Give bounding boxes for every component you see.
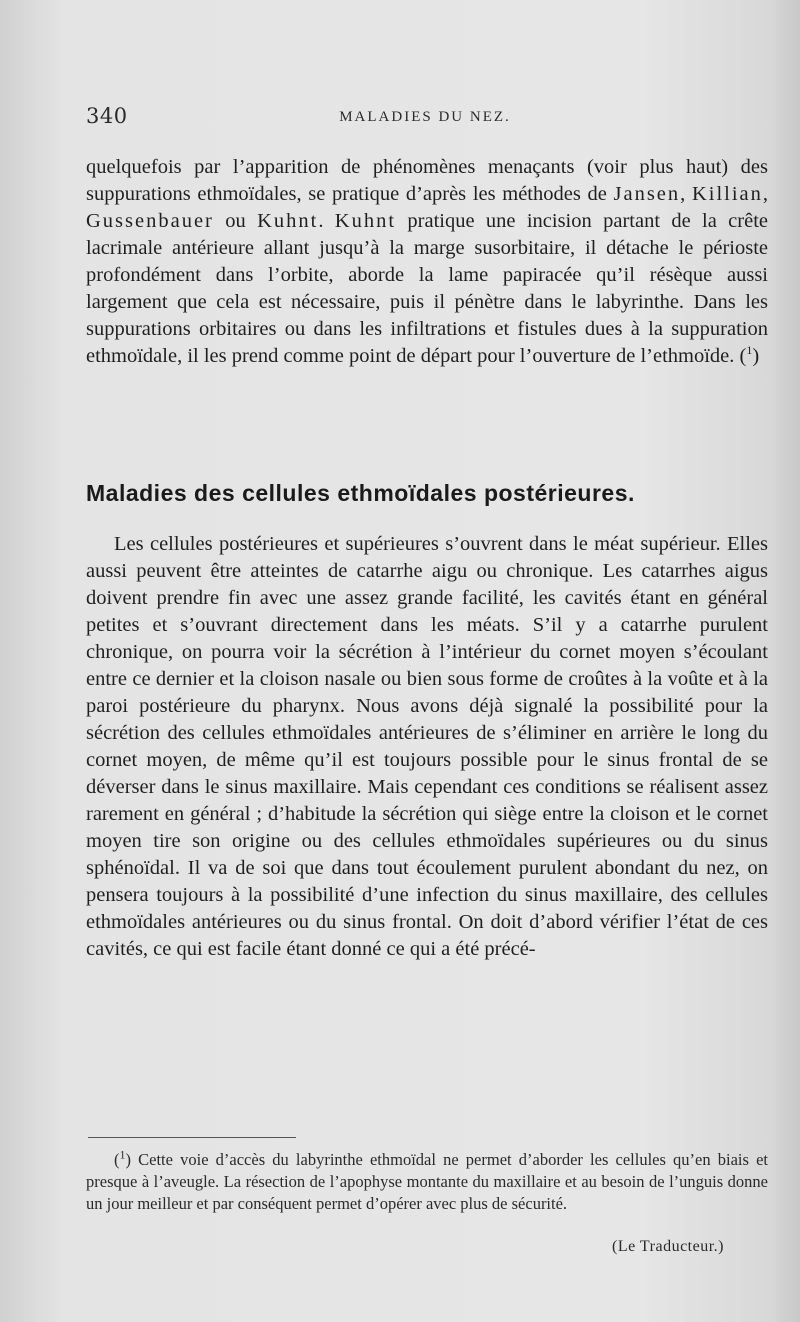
separator: , <box>680 183 692 205</box>
paragraph-1-text-continued: pratique une incision partant de la crête lacrimale antérieure allant jusqu’à la marge susorbitaire, il détache le périoste profondément dans l’orbite, aborde la lame papiracée qu’il résèque aussi largement que cela est nécessaire, puis il pénètre dans le labyrinthe. Dans les suppurations orbitaires ou dans les infiltrations et fistules dues à la suppuration ethmoïdale, il les prend comme point de départ pour l’ouverture de l’ethmoïde. ( <box>86 210 768 367</box>
footnote-signature: (Le Traducteur.) <box>612 1238 724 1255</box>
author-name-killian: Killian <box>691 183 763 205</box>
footnote-reference: 1 <box>746 343 753 358</box>
page-number: 340 <box>86 104 128 128</box>
paragraph-1 <box>86 154 768 370</box>
author-name-gussenbauer: Gussenbauer <box>86 210 214 232</box>
running-head <box>86 104 764 134</box>
footnote-text: Cette voie d’accès du labyrinthe ethmoïdal ne permet d’aborder les cellules qu’en biais et presque à l’aveugle. La résection de l’apophyse montante du maxillaire et au besoin de l’unguis donne un jour meilleur et par conséquent permet d’opérer avec plus de sécurité. <box>86 1150 768 1213</box>
separator: , <box>762 183 769 205</box>
paragraph-1-end: ) <box>752 345 760 367</box>
footnote: ($^1$) Cette voie d’accès du labyrinthe ethmoïdal ne permet d’aborder les cellules qu’en biais et presque à l’aveugle. La résection de l’apophyse montante du maxillaire et au besoin de l’unguis donne un jour meilleur et par conséquent permet d’opérer avec plus de sécurité. <box>86 1147 768 1213</box>
separator: ou <box>213 210 258 232</box>
paragraph-2: Les cellules postérieures et supérieures s’ouvrent dans le méat supérieur. Elles aussi peuvent être atteintes de catarrhe aigu ou chronique. Les catarrhes aigus doivent prendre fin avec une assez grande facilité, les cavités étant en général petites et s’ouvrant directement dans les méats. S’il y a catarrhe purulent chronique, on pourra voir la sécrétion à l’intérieur du cornet moyen s’écoulant entre ce dernier et la cloison nasale ou bien sous forme de croûtes à la voûte et à la paroi postérieure du pharynx. Nous avons déjà signalé la possibilité pour la sécrétion des cellules ethmoïdales antérieures de s’éliminer en arrière le long du cornet moyen, de même qu’il est toujours possible pour le sinus frontal de se déverser dans le sinus maxillaire. Mais cependant ces conditions se réalisent assez rarement en général ; d’habitude la sécrétion qui siège entre la cloison et le cornet moyen tire son origine ou des cellules ethmoïdales supérieures ou du sinus sphénoïdal. Il va de soi que dans tout écoulement purulent abondant du nez, on pensera toujours à la possibilité d’une infection du sinus maxillaire, des cellules ethmoïdales antérieures ou du sinus frontal. On doit d’abord vérifier l’état de ces cavités, ce qui est facile étant donné ce qui a été précé- <box>86 533 768 960</box>
running-title: MALADIES DU NEZ. <box>339 109 511 125</box>
author-name-kuhnt-2: Kuhnt <box>334 210 397 232</box>
paragraph-1-text: quelquefois par l’apparition de phénomènes menaçants (voir plus haut) des suppurations ethmoïdales, se pratique d’après les méthodes de <box>86 156 768 205</box>
author-name-jansen: Jansen <box>613 183 681 205</box>
section-heading: Maladies des cellules ethmoïdales postérieures. <box>86 480 635 506</box>
author-name-kuhnt: Kuhnt <box>257 210 319 232</box>
footnote-marker: 1 <box>119 1147 126 1162</box>
separator: . <box>318 210 335 232</box>
footnote-divider <box>88 1137 296 1138</box>
